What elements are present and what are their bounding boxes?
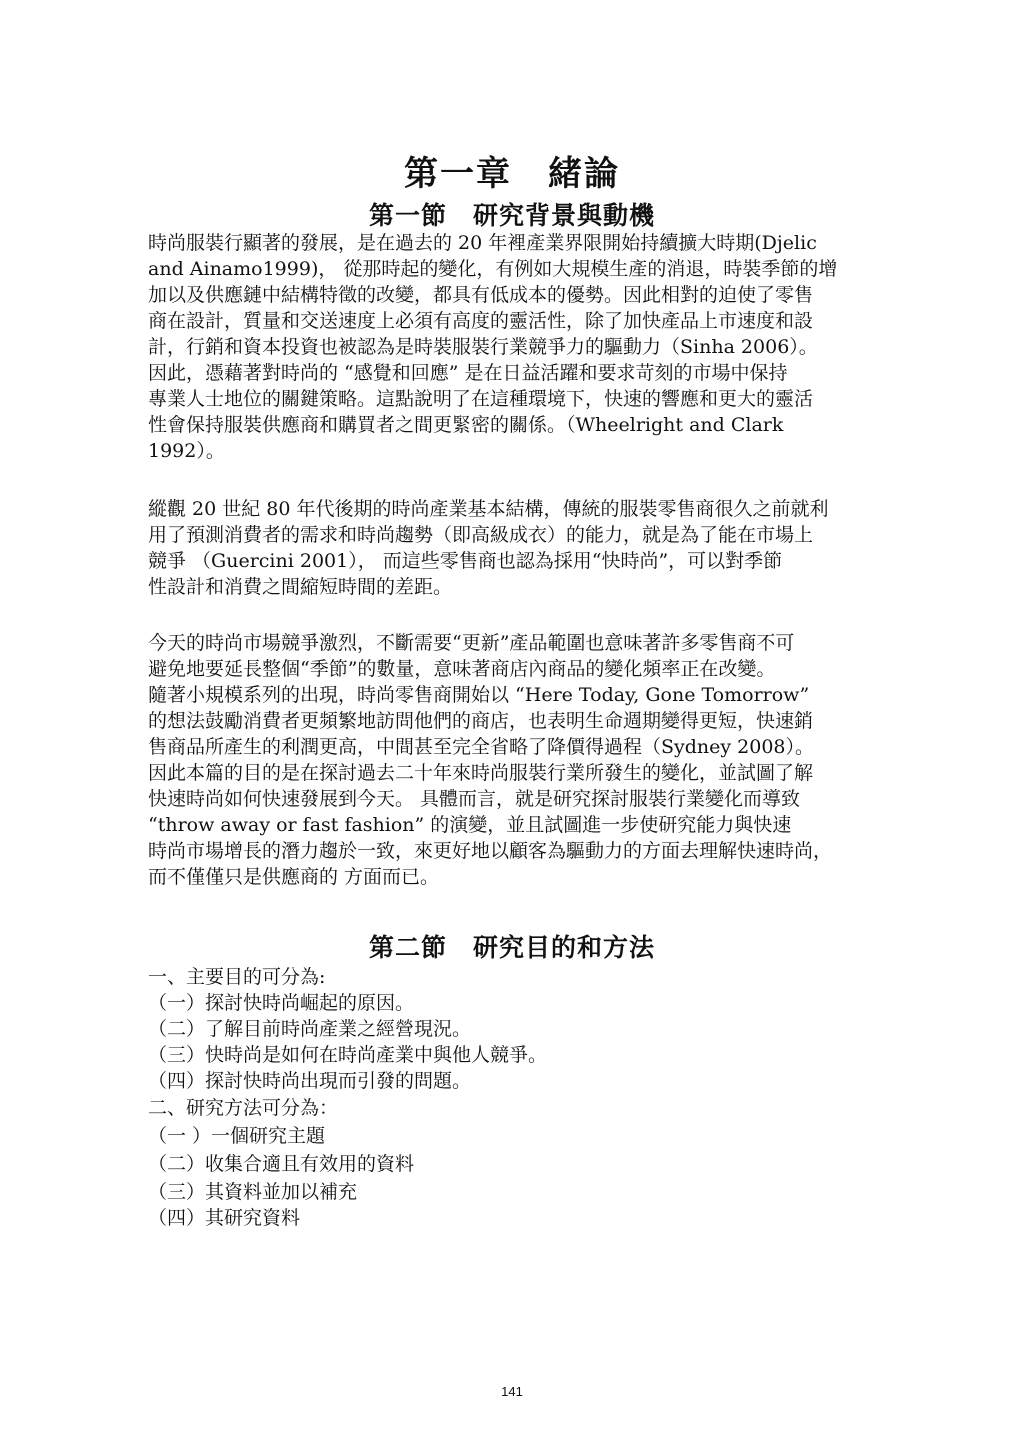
paragraph-1-line: 專業人士地位的關鍵策略。這點說明了在這種環境下，快速的響應和更大的靈活 — [148, 388, 814, 410]
paragraph-3-line: 今天的時尚市場競爭激烈，不斷需要“更新”產品範圍也意味著許多零售商不可 — [148, 632, 795, 654]
chapter-title: 第一章 緒論 — [404, 154, 620, 194]
paragraph-2-line: 性設計和消費之間縮短時間的差距。 — [148, 576, 453, 598]
paragraph-3-line: 避免地要延長整個“季節”的數量，意味著商店內商品的變化頻率正在改變。 — [148, 658, 776, 680]
paragraph-1-line: 因此，憑藉著對時尚的 “感覺和回應” 是在日益活躍和要求苛刻的市場中保持 — [148, 362, 788, 384]
list-item: （二）了解目前時尚產業之經營現況。 — [148, 1018, 472, 1040]
list-item: （三）其資料並加以補充 — [148, 1181, 358, 1203]
list-item: （二）收集合適且有效用的資料 — [148, 1153, 415, 1175]
paragraph-2-line: 用了預測消費者的需求和時尚趨勢（即高級成衣）的能力，就是為了能在市場上 — [148, 524, 814, 546]
paragraph-1-line: and Ainamo1999)， 從那時起的變化，有例如大規模生產的消退，時裝季節的增 — [148, 258, 838, 280]
paragraph-2-line: 競爭 （Guercini 2001）， 而這些零售商也認為採用“快時尚”，可以對季節 — [148, 550, 783, 572]
paragraph-2-line: 縱觀 20 世紀 80 年代後期的時尚產業基本結構，傳統的服裝零售商很久之前就利 — [148, 498, 829, 520]
list-item: 一、主要目的可分為: — [148, 966, 326, 988]
page-number: 141 — [501, 1384, 523, 1399]
paragraph-3-line: 時尚市場增長的潛力趨於一致，來更好地以顧客為驅動力的方面去理解快速時尚， — [148, 840, 833, 862]
list-item: （四）其研究資料 — [148, 1207, 301, 1229]
paragraph-3-line: 而不僅僅只是供應商的 方面而已。 — [148, 866, 440, 888]
paragraph-1-line: 計，行銷和資本投資也被認為是時裝服裝行業競爭力的驅動力（Sinha 2006）。 — [148, 336, 818, 358]
list-item: （四）探討快時尚出現而引發的問題。 — [148, 1070, 472, 1092]
paragraph-3-line: 售商品所產生的利潤更高，中間甚至完全省略了降價得過程（Sydney 2008）。 — [148, 736, 815, 758]
section-1-title: 第一節 研究背景與動機 — [368, 201, 655, 230]
paragraph-3-line: 因此本篇的目的是在探討過去二十年來時尚服裝行業所發生的變化，並試圖了解 — [148, 762, 814, 784]
paragraph-3-line: 隨著小規模系列的出現，時尚零售商開始以 “Here Today, Gone Tomorrow” — [148, 684, 810, 706]
list-item: （一）探討快時尚崛起的原因。 — [148, 992, 415, 1014]
list-item: （一 ）一個研究主題 — [148, 1125, 326, 1147]
list-item: 二、研究方法可分為： — [148, 1097, 339, 1119]
paragraph-1-line: 1992）。 — [148, 440, 225, 462]
paragraph-3-line: “throw away or fast fashion” 的演變，並且試圖進一步使研究能力與快速 — [148, 814, 792, 836]
paragraph-1-line: 性會保持服裝供應商和購買者之間更緊密的關係。（Wheelright and Clark — [148, 414, 784, 436]
paragraph-1-line: 商在設計，質量和交送速度上必須有高度的靈活性，除了加快產品上市速度和設 — [148, 310, 814, 332]
paragraph-3-line: 快速時尚如何快速發展到今天。 具體而言，就是研究探討服裝行業變化而導致 — [148, 788, 801, 810]
paragraph-1-line: 加以及供應鏈中結構特徵的改變，都具有低成本的優勢。因此相對的迫使了零售 — [148, 284, 814, 306]
paragraph-3-line: 的想法鼓勵消費者更頻繁地訪問他們的商店，也表明生命週期變得更短，快速銷 — [148, 710, 814, 732]
paragraph-1-line: 時尚服裝行顯著的發展，是在過去的 20 年裡產業界限開始持續擴大時期(Djelic — [148, 232, 817, 254]
list-item: （三）快時尚是如何在時尚產業中與他人競爭。 — [148, 1044, 548, 1066]
section-2-title: 第二節 研究目的和方法 — [368, 933, 655, 962]
